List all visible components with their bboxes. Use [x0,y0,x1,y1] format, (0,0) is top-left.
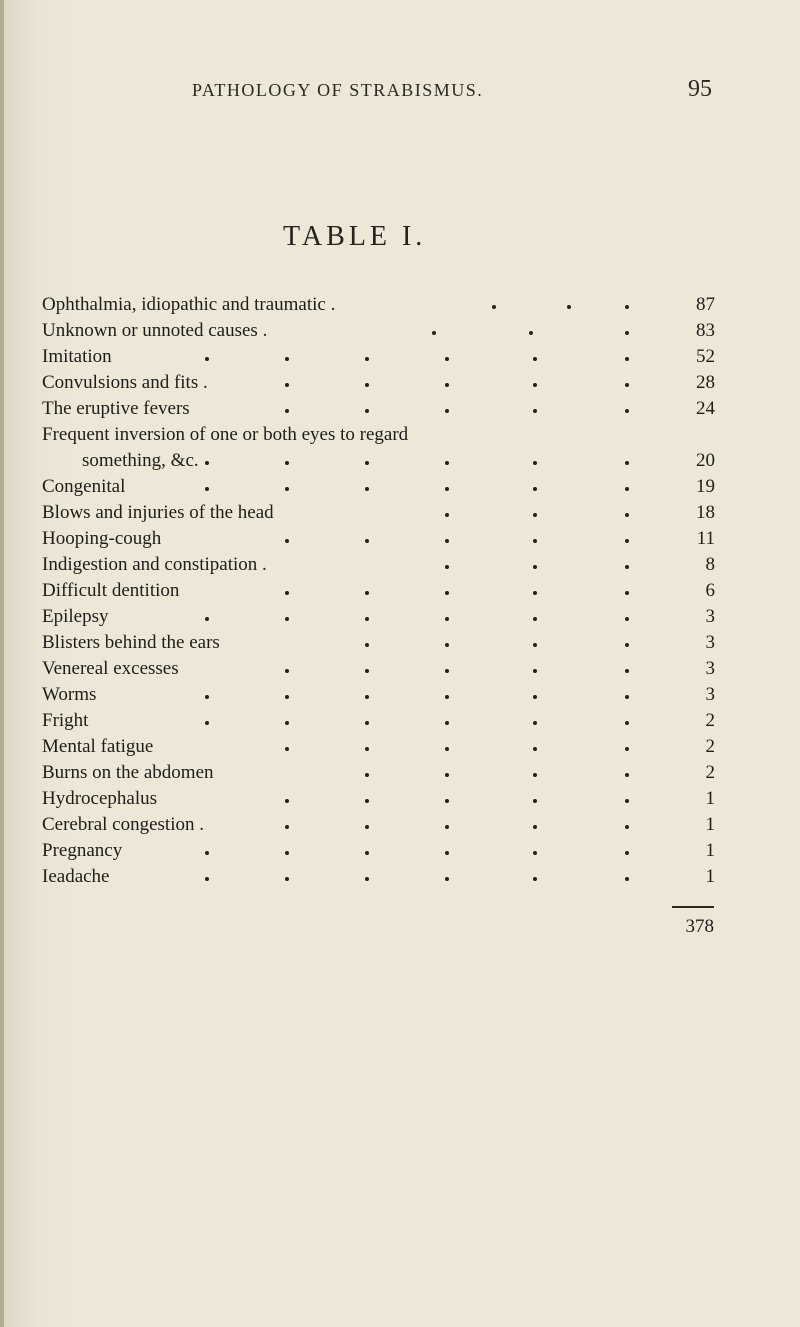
row-label: Ieadache [42,866,110,887]
leader-dots [42,864,642,890]
leader-dots [42,396,642,422]
row-count: 11 [696,528,715,549]
table-row [42,864,715,890]
leader-dots [42,552,642,578]
page-edge-shadow [0,0,4,1327]
row-label: Pregnancy [42,840,123,861]
sum-rule [672,906,714,908]
table-row [42,344,715,370]
table-row [42,526,715,552]
table-row [42,370,715,396]
row-label: Hooping-cough [42,528,162,549]
row-count: 87 [696,294,715,315]
row-count: 2 [705,762,715,783]
row-count: 3 [705,684,715,705]
leader-dots [42,500,642,526]
table-row [42,682,715,708]
row-count: 6 [705,580,715,601]
table-row [42,396,715,422]
leader-dots [42,812,642,838]
row-count: 83 [696,320,715,341]
leader-dots [42,838,642,864]
row-count: 1 [705,866,715,887]
table-row [42,786,715,812]
row-label: Congenital [42,476,126,497]
leader-dots [42,578,642,604]
row-label: Epilepsy [42,606,109,627]
row-count: 3 [705,658,715,679]
row-count: 3 [705,606,715,627]
row-label: Indigestion and constipation . [42,554,267,575]
row-count: 1 [705,788,715,809]
row-count: 2 [705,710,715,731]
leader-dots [42,526,642,552]
causes-table [42,292,715,890]
row-count: 19 [696,476,715,497]
table-row [42,708,715,734]
table-row [42,630,715,656]
row-count: 18 [696,502,715,523]
leader-dots [42,604,642,630]
row-label: Worms [42,684,97,705]
table-row [42,500,715,526]
table-title: TABLE I. [283,221,427,252]
row-label: Imitation [42,346,112,367]
leader-dots [42,656,642,682]
leader-dots [42,708,642,734]
row-count: 1 [705,840,715,861]
row-label: Venereal excesses [42,658,179,679]
table-row [42,292,715,318]
row-label: Burns on the abdomen [42,762,214,783]
row-label-line-2: something, &c. [82,450,199,471]
table-row [42,578,715,604]
row-label: Blisters behind the ears [42,632,220,653]
running-title: PATHOLOGY OF STRABISMUS. [192,80,484,100]
row-count: 8 [705,554,715,575]
leader-dots [42,474,642,500]
row-label: Convulsions and fits . [42,372,208,393]
running-header [192,76,712,110]
row-count: 3 [705,632,715,653]
leader-dots [42,630,642,656]
leader-dots [42,370,642,396]
row-label: The eruptive fevers [42,398,190,419]
leader-dots [42,786,642,812]
leader-dots [42,344,642,370]
row-count: 2 [705,736,715,757]
row-label: Blows and injuries of the head [42,502,274,523]
row-count: 1 [705,814,715,835]
table-row [42,838,715,864]
leader-dots [42,448,642,474]
row-label: Mental fatigue [42,736,154,757]
row-count: 28 [696,372,715,393]
table-row [42,474,715,500]
table-row [42,812,715,838]
leader-dots [42,318,642,344]
table-row [42,734,715,760]
leader-dots [42,760,642,786]
row-label: Hydrocephalus [42,788,158,809]
table-row [42,656,715,682]
total-count: 378 [685,916,714,937]
leader-dots [42,682,642,708]
page-number: 95 [688,76,712,102]
row-label: Ophthalmia, idiopathic and traumatic . [42,294,336,315]
row-count: 52 [696,346,715,367]
leader-dots [42,734,642,760]
table-row [42,760,715,786]
row-count: 20 [696,450,715,471]
row-count: 24 [696,398,715,419]
row-label: Fright [42,710,89,731]
table-row [42,604,715,630]
row-label: Difficult dentition [42,580,180,601]
leader-dots [42,292,642,318]
table-row [42,422,715,474]
table-row [42,318,715,344]
row-label: Unknown or unnoted causes . [42,320,268,341]
table-row [42,552,715,578]
row-label: Cerebral congestion . [42,814,204,835]
row-label-line-1: Frequent inversion of one or both eyes to regard [42,424,409,445]
